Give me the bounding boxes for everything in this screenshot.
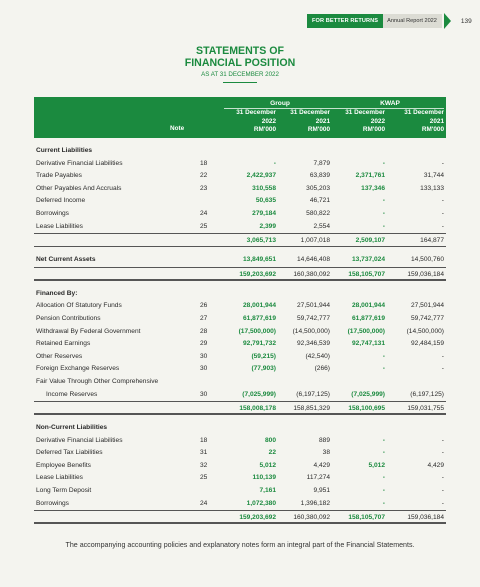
kwap-2021-value: - (441, 209, 444, 217)
row-label: Trade Payables (36, 172, 82, 180)
kwap-2022-value: - (382, 352, 385, 360)
kwap-2022-value: 92,747,131 (351, 340, 385, 348)
group-2021-value: 2,554 (313, 222, 330, 230)
group-2022-value: 279,184 (252, 209, 276, 217)
group-2021-value: (42,540) (305, 352, 330, 360)
kwap-2022-value: - (382, 365, 385, 373)
row-label: Deferred Income (36, 197, 86, 205)
row-label: Allocation Of Statutory Funds (36, 302, 122, 310)
row-label: Lease Liabilities (36, 474, 83, 482)
column-header-group-2022: 31 December 2022 RM'000 (236, 109, 276, 134)
net-current-assets-row: Net Current Assets 13,849,651 14,646,408 13,737,024 14,500,760 (36, 256, 444, 264)
title-line-2: FINANCIAL POSITION (184, 56, 296, 69)
group-2021-value: 63,839 (309, 172, 330, 180)
row-label: Pension Contributions (36, 314, 101, 322)
kwap-2021-value: (14,500,000) (406, 327, 444, 335)
row-note: 24 (200, 499, 208, 507)
row-label: Employee Benefits (36, 461, 91, 469)
kwap-2022-value: (17,500,000) (347, 327, 385, 335)
kwap-2021-value: - (441, 365, 444, 373)
row-note: 26 (200, 302, 208, 310)
row-note: 28 (200, 327, 208, 335)
group-heading: Group (270, 100, 290, 107)
row-note: 32 (200, 461, 208, 469)
kwap-2022-value: - (382, 436, 385, 444)
kwap-2022-value: - (382, 487, 385, 495)
table-row (34, 485, 446, 498)
banner-report: Annual Report 2022 (383, 14, 442, 28)
group-2022-value: 22 (268, 449, 276, 457)
column-header-kwap-2021: 31 December 2021 RM'000 (404, 109, 444, 134)
row-note: 29 (200, 340, 208, 348)
table-row: Income Reserves 30 (7,025,999) (6,197,125) (7,025,999) (6,197,125) (46, 390, 444, 398)
kwap-2022-value: - (382, 222, 385, 230)
row-label: Lease Liabilities (36, 222, 83, 230)
title-block (0, 46, 480, 83)
section-heading: Current Liabilities (36, 147, 93, 154)
kwap-2021-value: - (441, 487, 444, 495)
kwap-2021-value: 31,744 (423, 172, 444, 180)
table-header (34, 97, 446, 138)
group-2021-value: 46,721 (309, 197, 330, 205)
kwap-2022-value: - (382, 449, 385, 457)
table-row (34, 158, 446, 171)
group-2021-value: 38 (322, 449, 330, 457)
row-label: Withdrawal By Federal Government (36, 327, 141, 335)
banner-tag: FOR BETTER RETURNS (307, 14, 383, 28)
group-2022-value: 92,791,732 (242, 340, 276, 348)
row-note: 22 (200, 172, 208, 180)
row-label: Long Term Deposit (36, 487, 92, 495)
chevron-right-icon (444, 13, 451, 29)
kwap-2022-value: - (382, 499, 385, 507)
table-row (34, 195, 446, 208)
group-2021-value: 92,346,539 (296, 340, 330, 348)
row-note: 18 (200, 436, 208, 444)
group-2022-value: 5,012 (259, 461, 276, 469)
kwap-2021-value: 133,133 (420, 184, 444, 192)
group-2022-value: (59,215) (251, 352, 276, 360)
table-row (34, 498, 446, 511)
group-2021-value: 27,501,944 (296, 302, 330, 310)
group-2021-value: 1,396,182 (300, 499, 330, 507)
group-2022-value: 2,399 (259, 222, 276, 230)
kwap-2022-value: - (382, 197, 385, 205)
kwap-2022-value: 61,877,619 (351, 314, 385, 322)
group-2021-value: 889 (318, 436, 330, 444)
group-2021-value: 580,822 (306, 209, 330, 217)
group-2021-value: (14,500,000) (292, 327, 330, 335)
group-2021-value: 117,274 (306, 474, 330, 482)
section-heading: Non-Current Liabilities (36, 424, 108, 432)
table-row (34, 313, 446, 326)
kwap-2021-value: - (441, 474, 444, 482)
row-label: Foreign Exchange Reserves (36, 365, 120, 373)
table-row (34, 447, 446, 460)
group-2021-value: 305,203 (306, 184, 330, 192)
table-row (34, 338, 446, 351)
section-heading: Financed By: (36, 289, 78, 297)
row-note: 24 (200, 209, 208, 217)
row-label: Derivative Financial Liabilities (36, 436, 123, 444)
row-label: Borrowings (36, 209, 69, 217)
page-number: 139 (460, 17, 472, 25)
row-label: Derivative Financial Liabilities (36, 159, 123, 167)
row-label: Other Payables And Accruals (36, 184, 122, 192)
current-liabilities-total-row: 3,065,713 1,007,018 2,509,107 164,877 (34, 233, 446, 247)
net-current-total-row: 159,203,692 160,380,092 158,105,707 159,036,184 (34, 267, 446, 281)
table-row (34, 300, 446, 313)
row-label: Retained Earnings (36, 340, 91, 348)
row-note: 27 (200, 314, 208, 322)
financial-table (34, 138, 446, 524)
note-heading: Note (170, 125, 185, 132)
group-2021-value: 9,951 (313, 487, 330, 495)
page-subtitle: AS AT 31 DECEMBER 2022 (201, 71, 279, 78)
group-2022-value: 28,001,944 (242, 302, 276, 310)
row-note: 31 (200, 449, 208, 457)
group-2022-value: 110,139 (252, 474, 276, 482)
row-note: 18 (200, 159, 208, 167)
kwap-2021-value: - (441, 352, 444, 360)
kwap-2021-value: - (441, 436, 444, 444)
group-2021-value: (266) (314, 365, 330, 373)
group-2022-value: - (273, 159, 276, 167)
group-2022-value: 2,422,937 (246, 172, 276, 180)
row-note: 25 (200, 222, 208, 230)
group-2022-value: (17,500,000) (238, 327, 276, 335)
kwap-2022-value: 2,371,761 (355, 172, 385, 180)
group-2021-value: 7,879 (313, 159, 330, 167)
kwap-2021-value: - (441, 197, 444, 205)
kwap-2022-value: - (382, 209, 385, 217)
group-2022-value: (77,903) (251, 365, 276, 373)
kwap-2022-value: 137,346 (361, 184, 385, 192)
table-row (34, 208, 446, 221)
row-label: Borrowings (36, 499, 69, 507)
group-2022-value: 310,558 (252, 184, 276, 192)
kwap-2021-value: - (441, 159, 444, 167)
group-2021-value: 59,742,777 (296, 314, 330, 322)
title-line-1: STATEMENTS OF (196, 45, 284, 57)
table-row (34, 363, 446, 376)
group-2022-value: 61,877,619 (242, 314, 276, 322)
kwap-2021-value: 27,501,944 (410, 302, 444, 310)
row-note: 30 (200, 352, 208, 360)
table-row (34, 170, 446, 183)
kwap-2022-value: - (382, 159, 385, 167)
table-row: Fair Value Through Other Comprehensive (36, 377, 159, 385)
row-note: 30 (200, 365, 208, 373)
group-2022-value: 50,635 (255, 197, 276, 205)
row-note: 25 (200, 474, 208, 482)
page-title (0, 46, 480, 69)
row-label: Deferred Tax Liabilities (36, 449, 103, 457)
group-2022-value: 7,161 (259, 487, 276, 495)
page-banner (307, 13, 472, 29)
row-note: 23 (200, 184, 208, 192)
kwap-2021-value: - (441, 449, 444, 457)
kwap-2022-value: 5,012 (368, 461, 385, 469)
group-2022-value: 800 (264, 436, 276, 444)
kwap-2021-value: - (441, 222, 444, 230)
title-divider (223, 82, 257, 83)
table-row (34, 221, 446, 234)
grand-total-row: 159,203,692 160,380,092 158,105,707 159,036,184 (34, 510, 446, 524)
table-row (34, 472, 446, 485)
kwap-2022-value: 28,001,944 (351, 302, 385, 310)
group-2022-value: 1,072,380 (246, 499, 276, 507)
kwap-2021-value: 59,742,777 (410, 314, 444, 322)
financed-total-row: 158,008,178 158,851,329 158,100,695 159,031,755 (34, 401, 446, 415)
group-2021-value: 4,429 (313, 461, 330, 469)
kwap-2021-value: - (441, 499, 444, 507)
kwap-2022-value: - (382, 474, 385, 482)
table-row (34, 351, 446, 364)
kwap-heading: KWAP (380, 100, 400, 107)
table-row (34, 183, 446, 196)
column-header-group-2021: 31 December 2021 RM'000 (290, 109, 330, 134)
kwap-2021-value: 4,429 (427, 461, 444, 469)
table-row (34, 326, 446, 339)
kwap-2021-value: 92,484,159 (410, 340, 444, 348)
row-label: Other Reserves (36, 352, 83, 360)
table-row (34, 460, 446, 473)
column-header-kwap-2022: 31 December 2022 RM'000 (345, 109, 385, 134)
footnote: The accompanying accounting policies and explanatory notes form an integral part of the Financial Statements. (65, 541, 415, 549)
table-row (34, 435, 446, 448)
